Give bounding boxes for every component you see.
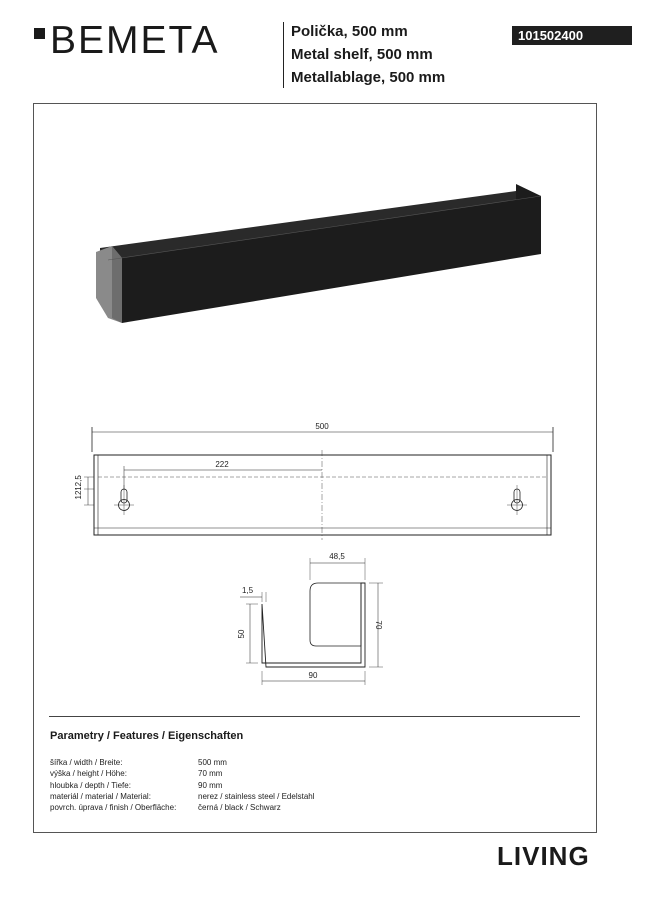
feature-label: výška / height / Höhe: [50,769,127,779]
front-view-drawing [84,427,553,540]
features-table [50,757,315,813]
title-cz: Polička, 500 mm [291,23,408,40]
product-code-badge: 101502400 [512,26,632,45]
table-row [50,757,315,768]
dim-height-label: 70 [374,620,383,630]
title-de: Metallablage, 500 mm [291,69,446,86]
feature-value: nerez / stainless steel / Edelstahl [198,791,315,801]
dim-back-height-label: 50 [237,629,246,639]
dim-hole-offset-a-label: 12 [74,490,83,500]
table-row [50,802,315,813]
feature-label: hloubka / depth / Tiefe: [50,780,131,790]
features-title: Parametry / Features / Eigenschaften [50,730,244,742]
dim-hole-offset-b-label: 12,5 [74,475,83,491]
table-row [50,791,315,802]
dim-thickness-label: 1,5 [242,586,254,595]
feature-value: 70 mm [198,769,223,779]
feature-label: povrch. úprava / finish / Oberfläche: [50,803,177,813]
feature-label: materiál / material / Material: [50,791,151,801]
feature-value: černá / black / Schwarz [198,803,281,813]
dim-width-label: 500 [315,422,329,431]
feature-value: 90 mm [198,780,223,790]
table-row [50,768,315,779]
table-row [50,780,315,791]
dim-depth-label: 90 [308,671,318,680]
features-divider [49,716,580,717]
dim-hole-spacing-label: 222 [215,460,229,469]
side-view-drawing [240,558,383,685]
feature-label: šířka / width / Breite: [50,758,123,767]
title-en: Metal shelf, 500 mm [291,46,433,63]
feature-value: 500 mm [198,758,227,767]
category-label: LIVING [497,841,590,871]
dim-side-top-label: 48,5 [329,552,345,561]
logo-text: BEMETA [50,19,220,62]
shelf-product-image [96,184,541,323]
